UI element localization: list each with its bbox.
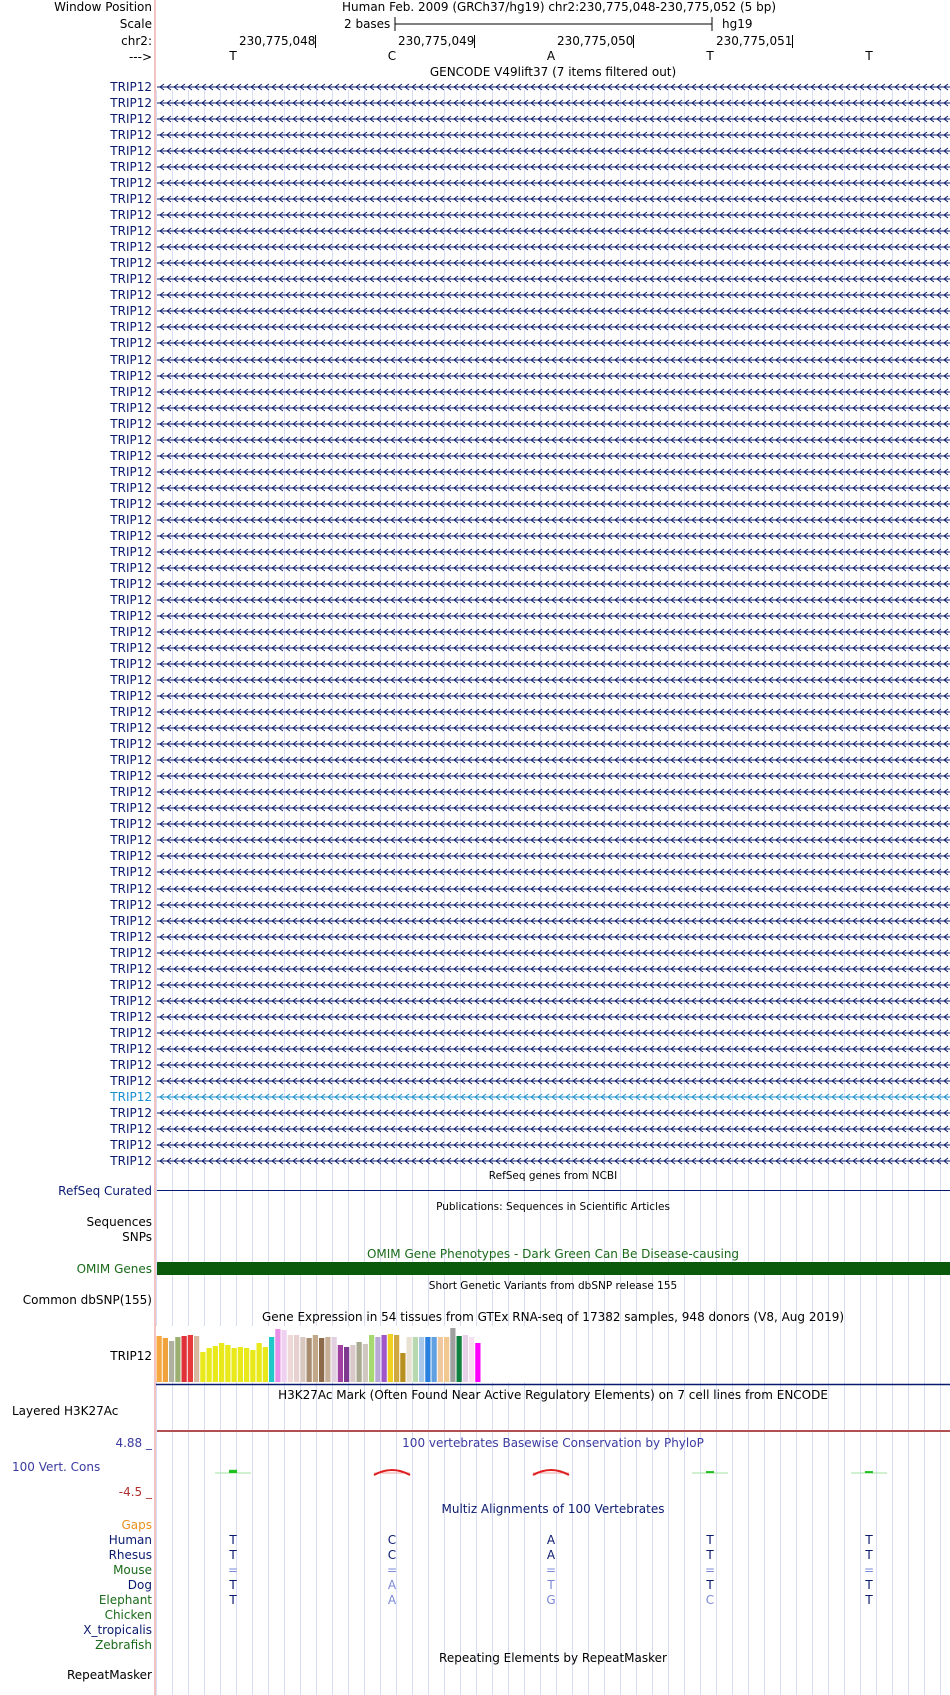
gencode-transcript-line[interactable] [157, 225, 950, 237]
gtex-tissue-bar [232, 1348, 237, 1382]
gencode-transcript-line[interactable] [157, 866, 950, 878]
gencode-transcript-label[interactable]: TRIP12 [110, 513, 152, 527]
gencode-transcript-line[interactable] [157, 514, 950, 526]
refseq-track-label[interactable]: RefSeq Curated [58, 1184, 152, 1198]
phylop-min-label: -4.5 _ [118, 1485, 152, 1499]
gencode-transcript-line[interactable] [157, 1107, 950, 1119]
gencode-transcript-label[interactable]: TRIP12 [110, 609, 152, 623]
gtex-tissue-bar [400, 1353, 405, 1382]
gencode-transcript-line[interactable] [157, 97, 950, 109]
multiz-species-label[interactable]: X_tropicalis [83, 1623, 152, 1637]
gencode-transcript-line[interactable] [157, 386, 950, 398]
gencode-transcript-label[interactable]: TRIP12 [110, 144, 152, 158]
gencode-transcript-label[interactable]: TRIP12 [110, 240, 152, 254]
gencode-transcript-line[interactable] [157, 241, 950, 253]
gencode-transcript-line[interactable] [157, 273, 950, 285]
multiz-species-label[interactable]: Chicken [104, 1608, 152, 1622]
gtex-tissue-bar [200, 1352, 205, 1382]
gencode-transcript-line[interactable] [157, 658, 950, 670]
gtex-tissue-bar [407, 1337, 412, 1382]
gtex-tissue-bar [263, 1347, 268, 1382]
gencode-transcript-label[interactable]: TRIP12 [110, 1106, 152, 1120]
coordinate-tick [633, 35, 634, 48]
gencode-transcript-line[interactable] [157, 193, 950, 205]
gencode-transcript-line[interactable] [157, 578, 950, 590]
gencode-transcript-line[interactable] [157, 850, 950, 862]
gencode-transcript-line[interactable] [157, 738, 950, 750]
gtex-tissue-bar [475, 1343, 480, 1382]
reference-base: A [546, 49, 556, 63]
gtex-tissue-bar [432, 1337, 437, 1382]
phylop-score-mark [229, 1470, 237, 1473]
gtex-tissue-bar [257, 1343, 262, 1382]
gtex-tissue-bar [219, 1343, 224, 1382]
gencode-transcript-label[interactable]: TRIP12 [110, 561, 152, 575]
multiz-base: T [229, 1578, 237, 1592]
gtex-tissue-bar [188, 1335, 193, 1382]
gencode-transcript-line[interactable] [157, 1075, 950, 1087]
gencode-transcript-line[interactable] [157, 674, 950, 686]
gencode-transcript-label[interactable]: TRIP12 [110, 1090, 152, 1104]
gencode-track-title[interactable]: GENCODE V49lift37 (7 items filtered out) [429, 65, 677, 79]
gencode-transcript-label[interactable]: TRIP12 [110, 304, 152, 318]
gencode-transcript-label[interactable]: TRIP12 [110, 930, 152, 944]
gencode-transcript-label[interactable]: TRIP12 [110, 946, 152, 960]
gencode-transcript-line[interactable] [157, 963, 950, 975]
multiz-base: A [387, 1593, 397, 1607]
gtex-tissue-bar [332, 1337, 337, 1382]
gtex-tissue-bar [225, 1345, 230, 1382]
gtex-tissue-bar [288, 1335, 293, 1382]
gencode-transcript-line[interactable] [157, 450, 950, 462]
multiz-base: T [229, 1533, 237, 1547]
gencode-transcript-label[interactable]: TRIP12 [110, 401, 152, 415]
gtex-tissue-bar [282, 1330, 287, 1382]
repeatmasker-track-label[interactable]: RepeatMasker [66, 1668, 152, 1682]
gencode-transcript-label[interactable]: TRIP12 [110, 737, 152, 751]
coordinate-label: 230,775,049 [398, 34, 475, 48]
gencode-transcript-line[interactable] [157, 1027, 950, 1039]
gencode-transcript-label[interactable]: TRIP12 [110, 336, 152, 350]
phylop-max-label: 4.88 _ [115, 1436, 152, 1450]
multiz-base: T [229, 1548, 237, 1562]
gencode-transcript-line[interactable] [157, 594, 950, 606]
phylop-score-mark [865, 1471, 873, 1473]
gtex-tissue-bar [444, 1337, 449, 1382]
scale-text: 2 bases [344, 17, 391, 31]
multiz-base: G [546, 1593, 556, 1607]
phylop-track-label[interactable]: 100 Vert. Cons [12, 1460, 101, 1474]
multiz-base: = [545, 1563, 557, 1577]
gtex-tissue-bar [413, 1337, 418, 1382]
gencode-transcript-line[interactable] [157, 434, 950, 446]
gtex-tissue-bar [175, 1337, 180, 1382]
phylop-scores[interactable] [156, 1460, 950, 1486]
repeatmasker-track-title[interactable]: Repeating Elements by RepeatMasker [439, 1651, 667, 1665]
multiz-base: T [865, 1578, 873, 1592]
gencode-transcript-line[interactable] [157, 370, 950, 382]
gtex-tissue-bar [450, 1328, 455, 1382]
gtex-tissue-bar [163, 1338, 168, 1382]
multiz-base: T [547, 1578, 555, 1592]
gtex-tissue-bar [207, 1348, 212, 1382]
gtex-tissue-bar [369, 1335, 374, 1382]
gencode-transcript-label[interactable]: TRIP12 [110, 1026, 152, 1040]
gencode-transcript-line[interactable] [157, 354, 950, 366]
gtex-tissue-bar [213, 1346, 218, 1382]
gencode-transcript-line[interactable] [157, 979, 950, 991]
multiz-base: T [865, 1593, 873, 1607]
gencode-transcript-line[interactable] [157, 113, 950, 125]
gencode-transcript-label[interactable]: TRIP12 [110, 817, 152, 831]
window-position-label: Window Position [54, 0, 152, 14]
dbsnp-track-label[interactable]: Common dbSNP(155) [22, 1293, 152, 1307]
publications-snps-label[interactable]: SNPs [122, 1230, 152, 1244]
gencode-transcript-line[interactable] [157, 305, 950, 317]
multiz-base: A [546, 1533, 556, 1547]
gencode-transcript-label[interactable]: TRIP12 [110, 785, 152, 799]
gencode-transcript-label[interactable]: TRIP12 [110, 529, 152, 543]
multiz-species-label[interactable]: Mouse [113, 1563, 152, 1577]
multiz-base: = [704, 1563, 716, 1577]
gencode-transcript-line[interactable] [157, 626, 950, 638]
gencode-transcript-line[interactable] [157, 530, 950, 542]
gencode-transcript-label[interactable]: TRIP12 [110, 160, 152, 174]
dbsnp-track-title[interactable]: Short Genetic Variants from dbSNP release 155 [428, 1280, 678, 1292]
gencode-transcript-line[interactable] [157, 722, 950, 734]
reference-base: C [387, 49, 397, 63]
coordinate-label: 230,775,048 [239, 34, 316, 48]
gencode-transcript-label[interactable]: TRIP12 [110, 593, 152, 607]
reference-base: T [229, 49, 237, 63]
gencode-transcript-line[interactable] [157, 466, 950, 478]
gtex-expression-bars[interactable] [156, 1326, 950, 1386]
gencode-transcript-label[interactable]: TRIP12 [110, 577, 152, 591]
gencode-transcript-line[interactable] [157, 834, 950, 846]
gtex-tissue-bar [438, 1337, 443, 1382]
gtex-track-label[interactable]: TRIP12 [110, 1349, 152, 1363]
multiz-base: A [387, 1578, 397, 1592]
gencode-transcript-line[interactable] [157, 177, 950, 189]
gencode-transcript-line[interactable] [157, 1043, 950, 1055]
gencode-transcript-label[interactable]: TRIP12 [110, 497, 152, 511]
coordinate-label: 230,775,051 [716, 34, 793, 48]
gencode-transcript-line[interactable] [157, 161, 950, 173]
gencode-transcript-line[interactable] [157, 947, 950, 959]
gencode-transcript-label[interactable]: TRIP12 [110, 417, 152, 431]
gencode-transcript-line[interactable] [157, 1011, 950, 1023]
gencode-transcript-line[interactable] [157, 899, 950, 911]
gencode-transcript-label[interactable]: TRIP12 [110, 721, 152, 735]
gencode-transcript-line[interactable] [157, 546, 950, 558]
gencode-transcript-label[interactable]: TRIP12 [110, 673, 152, 687]
gtex-tissue-bar [425, 1337, 430, 1382]
gencode-transcript-label[interactable]: TRIP12 [110, 994, 152, 1008]
gencode-transcript-label[interactable]: TRIP12 [110, 1074, 152, 1088]
gencode-transcript-label[interactable]: TRIP12 [110, 657, 152, 671]
multiz-base: A [546, 1548, 556, 1562]
multiz-species-label[interactable]: Rhesus [108, 1548, 152, 1562]
gencode-transcript-line[interactable] [157, 1059, 950, 1071]
gencode-transcript-line[interactable] [157, 129, 950, 141]
multiz-base: = [863, 1563, 875, 1577]
gencode-transcript-line[interactable] [157, 1091, 950, 1103]
reference-base: T [706, 49, 714, 63]
multiz-track-title[interactable]: Multiz Alignments of 100 Vertebrates [441, 1502, 665, 1516]
multiz-base: T [865, 1533, 873, 1547]
gencode-transcript-line[interactable] [157, 321, 950, 333]
gencode-transcript-label[interactable]: TRIP12 [110, 208, 152, 222]
gencode-transcript-label[interactable]: TRIP12 [110, 898, 152, 912]
gencode-transcript-line[interactable] [157, 786, 950, 798]
gencode-transcript-line[interactable] [157, 610, 950, 622]
gtex-tissue-bar [338, 1345, 343, 1382]
multiz-base: = [386, 1563, 398, 1577]
gtex-tissue-bar [182, 1336, 187, 1382]
gencode-transcript-label[interactable]: TRIP12 [110, 1058, 152, 1072]
gtex-track-title[interactable]: Gene Expression in 54 tissues from GTEx RNA-seq of 17382 samples, 948 donors (V8, Aug 2019) [261, 1310, 845, 1324]
gencode-transcript-line[interactable] [157, 754, 950, 766]
scale-bar [394, 15, 714, 33]
gencode-transcript-line[interactable] [157, 818, 950, 830]
gencode-transcript-label[interactable]: TRIP12 [110, 882, 152, 896]
gencode-transcript-line[interactable] [157, 81, 950, 93]
refseq-gene-line[interactable] [157, 1190, 950, 1191]
gtex-tissue-bar [157, 1336, 162, 1382]
direction-label: ---> [128, 50, 152, 64]
gencode-transcript-line[interactable] [157, 1123, 950, 1135]
multiz-base: T [706, 1533, 714, 1547]
gencode-transcript-label[interactable]: TRIP12 [110, 176, 152, 190]
position-title[interactable]: Human Feb. 2009 (GRCh37/hg19) chr2:230,775,048-230,775,052 (5 bp) [342, 0, 777, 14]
gencode-transcript-line[interactable] [157, 209, 950, 221]
h3k27ac-track-title[interactable]: H3K27Ac Mark (Often Found Near Active Regulatory Elements) on 7 cell lines from ENCODE [278, 1388, 828, 1402]
gencode-transcript-line[interactable] [157, 915, 950, 927]
gencode-transcript-label[interactable]: TRIP12 [110, 849, 152, 863]
gencode-transcript-label[interactable]: TRIP12 [110, 96, 152, 110]
gencode-transcript-label[interactable]: TRIP12 [110, 1010, 152, 1024]
gencode-transcript-label[interactable]: TRIP12 [110, 641, 152, 655]
gtex-tissue-bar [194, 1336, 199, 1382]
coordinate-label: 230,775,050 [557, 34, 634, 48]
gtex-tissue-bar [169, 1341, 174, 1382]
gtex-tissue-bar [269, 1337, 274, 1382]
multiz-species-label[interactable]: Gaps [121, 1518, 152, 1532]
omim-track-label[interactable]: OMIM Genes [76, 1262, 152, 1276]
multiz-base: T [706, 1578, 714, 1592]
gencode-transcript-label[interactable]: TRIP12 [110, 545, 152, 559]
gencode-transcript-label[interactable]: TRIP12 [110, 1154, 152, 1168]
publications-sequences-label[interactable]: Sequences [86, 1215, 152, 1229]
gencode-transcript-label[interactable]: TRIP12 [110, 192, 152, 206]
gencode-transcript-line[interactable] [157, 995, 950, 1007]
multiz-base: T [706, 1548, 714, 1562]
gencode-transcript-line[interactable] [157, 482, 950, 494]
omim-track-title[interactable]: OMIM Gene Phenotypes - Dark Green Can Be Disease-causing [366, 1247, 740, 1261]
gencode-transcript-label[interactable]: TRIP12 [110, 914, 152, 928]
gtex-tissue-bar [375, 1337, 380, 1382]
gencode-transcript-label[interactable]: TRIP12 [110, 112, 152, 126]
gtex-tissue-bar [325, 1337, 330, 1382]
gencode-transcript-line[interactable] [157, 289, 950, 301]
multiz-base: T [229, 1593, 237, 1607]
gtex-tissue-bar [394, 1335, 399, 1382]
gencode-transcript-label[interactable]: TRIP12 [110, 465, 152, 479]
gencode-transcript-label[interactable]: TRIP12 [110, 1122, 152, 1136]
coordinate-tick [315, 35, 316, 48]
multiz-species-label[interactable]: Elephant [98, 1593, 152, 1607]
gtex-tissue-bar [319, 1338, 324, 1382]
gencode-transcript-label[interactable]: TRIP12 [110, 272, 152, 286]
phylop-track-title[interactable]: 100 vertebrates Basewise Conservation by PhyloP [402, 1436, 704, 1450]
multiz-base: T [865, 1548, 873, 1562]
gtex-tissue-bar [244, 1348, 249, 1382]
gencode-transcript-label[interactable]: TRIP12 [110, 625, 152, 639]
multiz-base: C [387, 1548, 397, 1562]
gencode-transcript-line[interactable] [157, 770, 950, 782]
gencode-transcript-label[interactable]: TRIP12 [110, 433, 152, 447]
gencode-transcript-line[interactable] [157, 498, 950, 510]
gencode-transcript-line[interactable] [157, 1139, 950, 1151]
h3k27ac-signal-line [157, 1430, 950, 1432]
gencode-transcript-label[interactable]: TRIP12 [110, 865, 152, 879]
multiz-base: C [705, 1593, 715, 1607]
gencode-transcript-label[interactable]: TRIP12 [110, 801, 152, 815]
refseq-track-title[interactable]: RefSeq genes from NCBI [488, 1170, 618, 1182]
gencode-transcript-label[interactable]: TRIP12 [110, 689, 152, 703]
gtex-tissue-bar [238, 1347, 243, 1382]
gtex-tissue-bar [344, 1347, 349, 1382]
gencode-transcript-line[interactable] [157, 690, 950, 702]
gencode-transcript-label[interactable]: TRIP12 [110, 1042, 152, 1056]
gencode-transcript-label[interactable]: TRIP12 [110, 962, 152, 976]
gencode-transcript-line[interactable] [157, 1155, 950, 1167]
gencode-transcript-label[interactable]: TRIP12 [110, 978, 152, 992]
gtex-tissue-bar [457, 1336, 462, 1382]
gencode-transcript-label[interactable]: TRIP12 [110, 224, 152, 238]
gencode-transcript-line[interactable] [157, 402, 950, 414]
multiz-base: = [227, 1563, 239, 1577]
gtex-tissue-bar [300, 1337, 305, 1382]
gtex-tissue-bar [363, 1344, 368, 1382]
gtex-tissue-bar [350, 1345, 355, 1382]
gencode-transcript-label[interactable]: TRIP12 [110, 369, 152, 383]
gencode-transcript-label[interactable]: TRIP12 [110, 288, 152, 302]
gencode-transcript-label[interactable]: TRIP12 [110, 385, 152, 399]
gtex-tissue-bar [419, 1337, 424, 1382]
reference-base: T [865, 49, 873, 63]
gtex-tissue-bar [463, 1335, 468, 1382]
gencode-transcript-line[interactable] [157, 257, 950, 269]
gtex-tissue-bar [469, 1337, 474, 1382]
gtex-tissue-bar [275, 1329, 280, 1382]
gtex-tissue-bar [294, 1335, 299, 1382]
gtex-tissue-bar [388, 1334, 393, 1382]
gencode-transcript-label[interactable]: TRIP12 [110, 128, 152, 142]
gencode-transcript-label[interactable]: TRIP12 [110, 705, 152, 719]
phylop-score-mark [706, 1471, 714, 1473]
assembly-label: hg19 [722, 17, 753, 31]
gtex-tissue-bar [307, 1338, 312, 1382]
scale-label: Scale [119, 17, 152, 31]
gencode-transcript-label[interactable]: TRIP12 [110, 353, 152, 367]
coordinate-tick [792, 35, 793, 48]
chrom-label: chr2: [121, 34, 152, 48]
gencode-transcript-label[interactable]: TRIP12 [110, 256, 152, 270]
gtex-tissue-bar [313, 1335, 318, 1382]
gencode-transcript-line[interactable] [157, 883, 950, 895]
multiz-species-label[interactable]: Dog [127, 1578, 152, 1592]
gtex-tissue-bar [250, 1350, 255, 1382]
publications-track-title[interactable]: Publications: Sequences in Scientific Articles [436, 1201, 670, 1213]
gencode-transcript-label[interactable]: TRIP12 [110, 769, 152, 783]
gencode-transcript-label[interactable]: TRIP12 [110, 833, 152, 847]
gencode-transcript-label[interactable]: TRIP12 [110, 1138, 152, 1152]
multiz-species-label[interactable]: Zebrafish [95, 1638, 152, 1652]
multiz-species-label[interactable]: Human [108, 1533, 152, 1547]
gencode-transcript-label[interactable]: TRIP12 [110, 753, 152, 767]
gencode-transcript-line[interactable] [157, 562, 950, 574]
gencode-transcript-label[interactable]: TRIP12 [110, 80, 152, 94]
gtex-tissue-bar [357, 1342, 362, 1382]
gencode-transcript-line[interactable] [157, 145, 950, 157]
gencode-transcript-label[interactable]: TRIP12 [110, 481, 152, 495]
gencode-transcript-line[interactable] [157, 642, 950, 654]
gencode-transcript-line[interactable] [157, 706, 950, 718]
gencode-transcript-label[interactable]: TRIP12 [110, 449, 152, 463]
h3k27ac-track-label[interactable]: Layered H3K27Ac [12, 1404, 119, 1418]
gtex-tissue-bar [382, 1335, 387, 1382]
gencode-transcript-line[interactable] [157, 337, 950, 349]
gencode-transcript-line[interactable] [157, 418, 950, 430]
omim-feature-bar[interactable] [157, 1262, 950, 1275]
coordinate-tick [474, 35, 475, 48]
gencode-transcript-label[interactable]: TRIP12 [110, 320, 152, 334]
multiz-base: C [387, 1533, 397, 1547]
gencode-transcript-line[interactable] [157, 931, 950, 943]
gencode-transcript-line[interactable] [157, 802, 950, 814]
